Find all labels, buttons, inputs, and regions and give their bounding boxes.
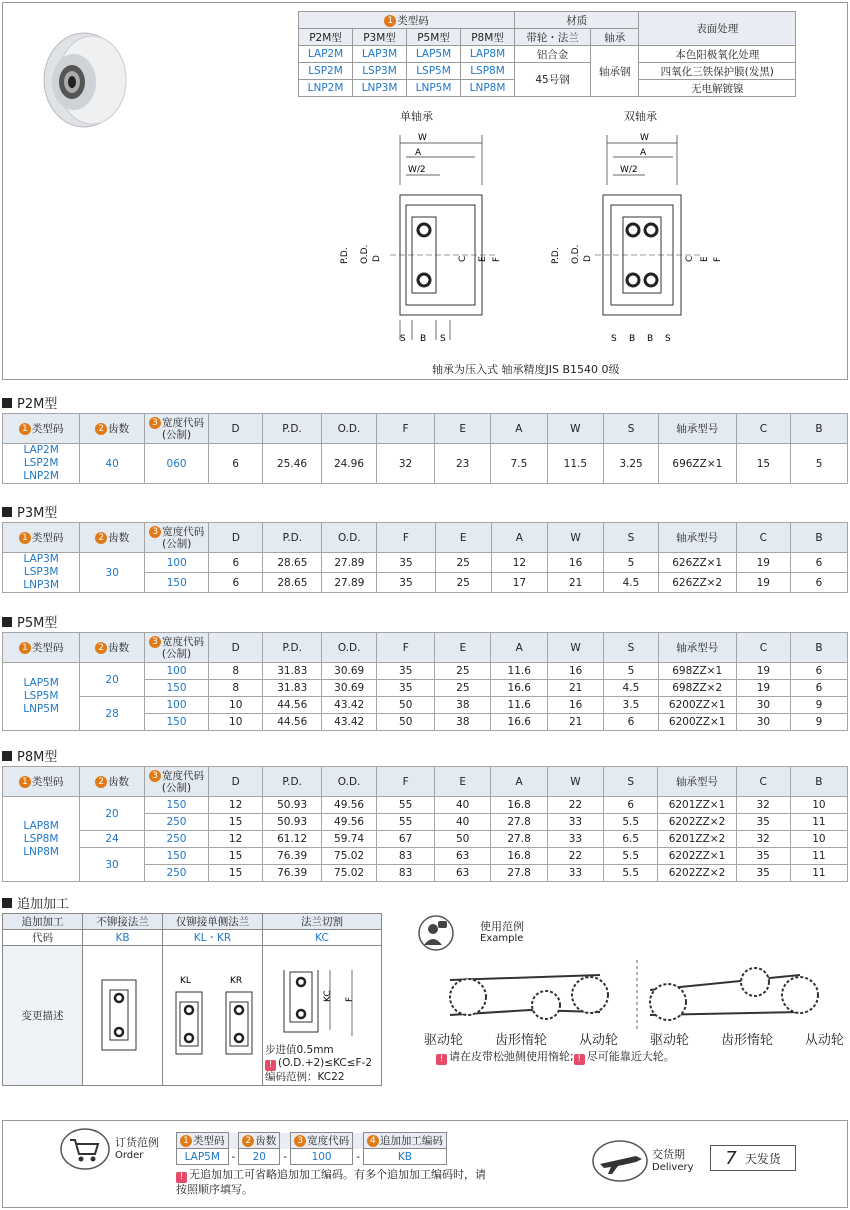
svg-text:A: A — [415, 148, 422, 158]
column-header: 轴承型号 — [658, 633, 736, 663]
svg-text:D: D — [583, 255, 593, 262]
section-title: P3M型 — [2, 502, 57, 521]
svg-text:KR: KR — [230, 976, 243, 986]
column-header: A — [491, 523, 547, 553]
bearing-note: 轴承为压入式 轴承精度JIS B1540 0级 — [432, 363, 620, 376]
svg-text:B: B — [420, 334, 427, 344]
extra-section-title: 追加加工 — [2, 893, 69, 912]
column-header: D — [209, 633, 263, 663]
svg-text:B: B — [647, 334, 654, 344]
column-header: F — [377, 523, 435, 553]
column-header: S — [604, 414, 659, 444]
double-bearing-drawing — [545, 125, 725, 350]
column-header: D — [209, 523, 263, 553]
spec-table — [2, 413, 848, 484]
column-header: W — [548, 633, 604, 663]
column-header: D — [209, 767, 263, 797]
section-title: P5M型 — [2, 612, 57, 631]
spec-table — [2, 632, 848, 731]
column-header: A — [491, 767, 548, 797]
column-header: 轴承型号 — [658, 414, 736, 444]
column-header: B — [790, 523, 847, 553]
double-bearing-title: 双轴承 — [624, 110, 657, 123]
column-header: F — [377, 633, 435, 663]
airplane-icon — [592, 1140, 648, 1182]
column-header: 3 宽度代码 (公制) — [145, 523, 209, 553]
svg-text:F: F — [345, 996, 355, 1002]
svg-text:D: D — [372, 255, 382, 262]
svg-text:E: E — [478, 256, 488, 262]
section-title: P8M型 — [2, 746, 57, 765]
table-row: 150 6 28.65 27.89 35 25 17 21 4.5 626ZZ×2 19 6 — [3, 573, 848, 593]
column-header: W — [548, 523, 604, 553]
column-header: 2 齿数 — [80, 767, 145, 797]
column-header: A — [491, 633, 548, 663]
table-row: 30 150 15 76.39 75.02 83 63 16.8 22 5.5 6202ZZ×1 35 11 — [3, 848, 848, 865]
svg-text:O.D.: O.D. — [571, 244, 581, 264]
column-header: 1 类型码 — [3, 767, 80, 797]
column-header: 1 类型码 — [3, 414, 80, 444]
svg-text:O.D.: O.D. — [360, 244, 370, 264]
svg-text:W/2: W/2 — [408, 165, 426, 175]
column-header: O.D. — [322, 767, 377, 797]
column-header: 3 宽度代码 (公制) — [144, 767, 208, 797]
column-header: E — [435, 633, 491, 663]
spec-table — [2, 766, 848, 882]
svg-text:W: W — [418, 133, 427, 143]
table-row: 150 10 44.56 43.42 50 38 16.6 21 6 6200ZZ×1 30 9 — [3, 714, 848, 731]
column-header: 1 类型码 — [3, 633, 80, 663]
table-row: 28 100 10 44.56 43.42 50 38 11.6 16 3.5 6200ZZ×1 30 9 — [3, 697, 848, 714]
usage-diagram — [430, 960, 840, 1030]
usage-note: ! 请在皮带松弛侧使用惰轮; ! 尽可能靠近大轮。 — [436, 1048, 675, 1065]
column-header: E — [435, 523, 491, 553]
column-header: P.D. — [263, 414, 322, 444]
column-header: S — [604, 633, 658, 663]
material-table: 1 类型码 材质 表面处理 P2M型 P3M型 P5M型 P8M型 带轮・法兰 轴承 LAP2M LAP3M LAP5M LAP8M 铝合金 轴承钢 本色阳极氧化处理 LSP2M LSP3M LSP5M LSP8M 45号钢 四氧化三铁保护膜(发黑) LNP2M LNP3M LNP5M LNP8M 无电解镀镍 — [298, 11, 796, 97]
table-row: LAP5M LSP5M LNP5M 20 100 8 31.83 30.69 35 25 11.6 16 5 698ZZ×1 19 6 — [3, 663, 848, 680]
column-header: 轴承型号 — [658, 767, 736, 797]
section-title: P2M型 — [2, 393, 57, 412]
column-header: B — [790, 767, 847, 797]
kc-note: 步进值0.5mm ! (O.D.+2)≤KC≤F-2 编码范例：KC22 — [265, 1044, 373, 1083]
table-row: 250 15 50.93 49.56 55 40 27.8 33 5.5 6202ZZ×2 35 11 — [3, 814, 848, 831]
svg-text:P.D.: P.D. — [551, 247, 561, 264]
order-title: 订货范例 — [115, 1136, 159, 1149]
column-header: P.D. — [263, 523, 322, 553]
svg-text:C: C — [458, 255, 468, 262]
column-header: O.D. — [321, 414, 376, 444]
column-header: C — [736, 523, 790, 553]
svg-text:F: F — [713, 256, 723, 262]
column-header: 2 齿数 — [80, 633, 145, 663]
extra-table: 追加加工 不铆接法兰 仅铆接单侧法兰 法兰切割 代码 KB KL・KR KC 变更描述 — [2, 913, 382, 1086]
usage-subtitle: Example — [480, 933, 524, 944]
cart-icon — [60, 1128, 110, 1170]
column-header: E — [435, 767, 491, 797]
column-header: E — [435, 414, 491, 444]
svg-text:W: W — [640, 133, 649, 143]
table-row: LAP2M LSP2M LNP2M 40 060 6 25.46 24.96 32 23 7.5 11.5 3.25 696ZZ×1 15 5 — [3, 444, 848, 484]
user-example-icon — [418, 915, 454, 951]
delivery-subtitle: Delivery — [652, 1162, 694, 1173]
order-note: ! 无追加加工可省略追加加工编码。有多个追加加工编码时，请按照顺序填写。 — [176, 1168, 486, 1196]
column-header: B — [791, 633, 848, 663]
column-header: C — [736, 767, 790, 797]
order-table: 1 类型码 2 齿数 3 宽度代码 4 追加加工编码 LAP5M - 20 - 100 - KB — [176, 1132, 447, 1165]
svg-text:C: C — [685, 255, 695, 262]
column-header: 2 齿数 — [80, 414, 145, 444]
column-header: P.D. — [263, 767, 322, 797]
table-row: LAP3M LSP3M LNP3M 30 100 6 28.65 27.89 35 25 12 16 5 626ZZ×1 19 6 — [3, 553, 848, 573]
table-row: LAP8M LSP8M LNP8M 20 150 12 50.93 49.56 55 40 16.8 22 6 6201ZZ×1 32 10 — [3, 797, 848, 814]
svg-text:KL: KL — [180, 976, 191, 986]
svg-text:P.D.: P.D. — [340, 247, 350, 264]
delivery-box: 7 天发货 — [710, 1145, 796, 1171]
column-header: D — [209, 414, 263, 444]
column-header: C — [736, 633, 790, 663]
column-header: O.D. — [322, 633, 377, 663]
spec-table — [2, 522, 848, 593]
column-header: F — [377, 767, 435, 797]
table-row: 150 8 31.83 30.69 35 25 16.6 21 4.5 698ZZ×2 19 6 — [3, 680, 848, 697]
svg-text:S: S — [611, 334, 617, 344]
table-row: 24 250 12 61.12 59.74 67 50 27.8 33 6.5 6201ZZ×2 32 10 — [3, 831, 848, 848]
delivery-title: 交货期 — [652, 1148, 685, 1161]
svg-text:A: A — [640, 148, 647, 158]
column-header: W — [547, 414, 604, 444]
column-header: 3 宽度代码 (公制) — [144, 633, 208, 663]
column-header: P.D. — [263, 633, 322, 663]
svg-text:F: F — [492, 256, 502, 262]
table-row: 250 15 76.39 75.02 83 63 27.8 33 5.5 6202ZZ×2 35 11 — [3, 865, 848, 882]
svg-text:S: S — [665, 334, 671, 344]
column-header: 3 宽度代码 (公制) — [144, 414, 208, 444]
column-header: B — [791, 414, 848, 444]
column-header: 轴承型号 — [658, 523, 736, 553]
svg-text:E: E — [700, 256, 710, 262]
order-subtitle: Order — [115, 1150, 144, 1161]
column-header: F — [376, 414, 434, 444]
usage-title: 使用范例 — [480, 920, 524, 933]
column-header: S — [604, 767, 658, 797]
single-bearing-title: 单轴承 — [400, 110, 433, 123]
column-header: 1 类型码 — [3, 523, 80, 553]
svg-text:S: S — [440, 334, 446, 344]
svg-text:S: S — [400, 334, 406, 344]
column-header: S — [604, 523, 658, 553]
column-header: 2 齿数 — [80, 523, 145, 553]
svg-text:B: B — [629, 334, 636, 344]
column-header: C — [736, 414, 790, 444]
single-bearing-drawing — [330, 125, 510, 350]
column-header: O.D. — [322, 523, 377, 553]
svg-text:W/2: W/2 — [620, 165, 638, 175]
pulley-photo — [22, 22, 142, 132]
svg-text:KC: KC — [323, 990, 333, 1002]
column-header: A — [491, 414, 547, 444]
column-header: W — [547, 767, 603, 797]
usage-labels: 驱动轮 齿形惰轮 从动轮 驱动轮 齿形惰轮 从动轮 — [424, 1033, 844, 1048]
